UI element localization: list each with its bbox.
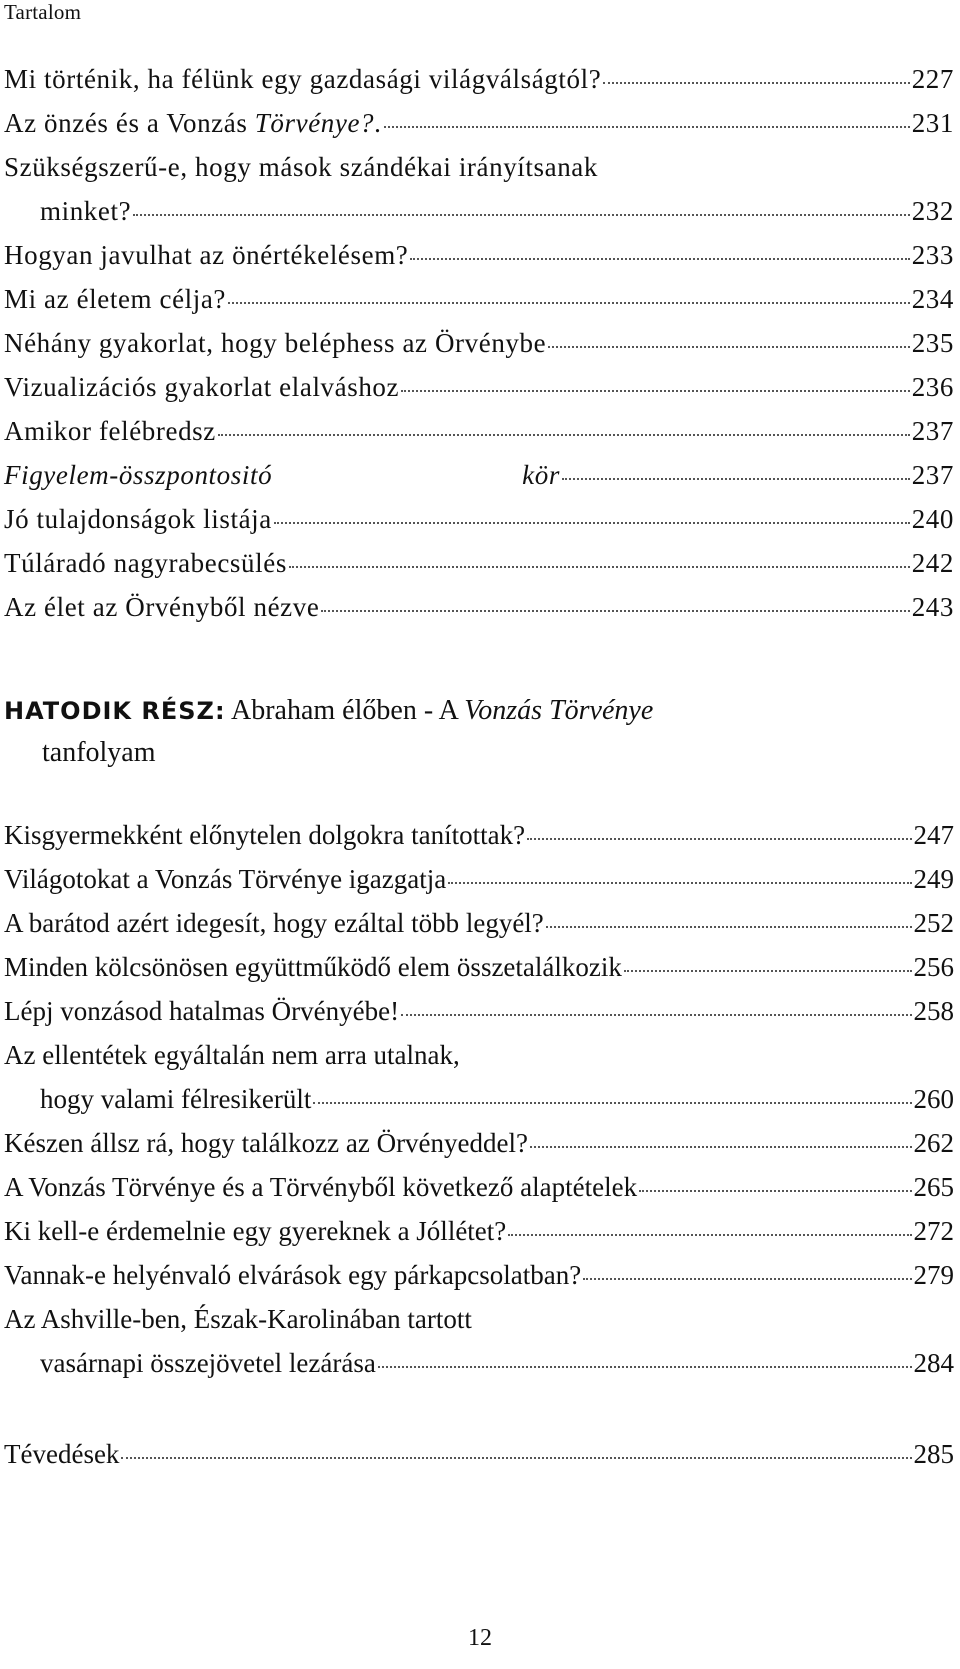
toc-entry-page: 247 bbox=[913, 820, 954, 850]
toc-entry-title: Túláradó nagyrabecsülés bbox=[4, 548, 287, 578]
title-part: . bbox=[374, 108, 382, 138]
toc-entry[interactable] bbox=[4, 106, 954, 140]
toc-entry-page: 240 bbox=[911, 504, 954, 534]
toc-entry[interactable] bbox=[4, 862, 954, 896]
dot-leader bbox=[228, 302, 910, 304]
toc-entry-page: 285 bbox=[913, 1439, 954, 1469]
toc-entry[interactable] bbox=[4, 282, 954, 316]
dot-leader bbox=[527, 838, 911, 840]
toc-entry-title: Az élet az Örvényből nézve bbox=[4, 592, 320, 622]
toc-entry[interactable] bbox=[4, 458, 954, 492]
toc-entry-title: Mi az életem célja? bbox=[4, 284, 227, 314]
dot-leader bbox=[548, 346, 909, 348]
dot-leader bbox=[401, 1014, 911, 1016]
toc-entry-page: 265 bbox=[913, 1172, 954, 1202]
toc-entry-page: 242 bbox=[911, 548, 954, 578]
toc-entry-page: 235 bbox=[911, 328, 954, 358]
toc-entry[interactable] bbox=[4, 1346, 954, 1380]
dot-leader bbox=[583, 1278, 911, 1280]
toc-entry-title: Hogyan javulhat az önértékelésem? bbox=[4, 240, 409, 270]
dot-leader bbox=[378, 1366, 912, 1368]
toc-entry-title: Minden kölcsönösen együttműködő elem összetalálkozik bbox=[4, 952, 622, 982]
dot-leader bbox=[274, 522, 910, 524]
toc-entry-page: 231 bbox=[911, 108, 954, 138]
section-label: HATODIK RÉSZ: bbox=[4, 697, 226, 725]
toc-entry[interactable] bbox=[4, 590, 954, 624]
toc-entry[interactable] bbox=[4, 818, 954, 852]
section-title-continuation: tanfolyam bbox=[42, 737, 156, 768]
toc-entry[interactable] bbox=[4, 1214, 954, 1248]
page-header: Tartalom bbox=[4, 0, 82, 24]
toc-entry[interactable] bbox=[4, 950, 954, 984]
toc-entry[interactable] bbox=[4, 62, 954, 96]
toc-entry-title: Tévedések bbox=[4, 1439, 120, 1469]
toc-entry-page: 249 bbox=[913, 864, 954, 894]
dot-leader bbox=[624, 970, 912, 972]
toc-entry[interactable] bbox=[4, 906, 954, 940]
toc-entry-title bbox=[4, 458, 560, 492]
section-title-italic: Vonzás Törvénye bbox=[464, 695, 654, 726]
toc-entry[interactable] bbox=[4, 1170, 954, 1204]
toc-entry-page: 237 bbox=[911, 416, 954, 446]
dot-leader bbox=[289, 566, 910, 568]
toc-entry-page: 227 bbox=[911, 64, 954, 94]
toc-entry-page: 233 bbox=[911, 240, 954, 270]
toc-entry[interactable] bbox=[4, 1258, 954, 1292]
dot-leader bbox=[508, 1234, 911, 1236]
toc-entry-title: Kisgyermekként előnytelen dolgokra tanítottak? bbox=[4, 820, 526, 850]
toc-entry[interactable] bbox=[4, 194, 954, 228]
dot-leader bbox=[384, 126, 910, 128]
dot-leader bbox=[603, 82, 909, 84]
toc-entry-page: 279 bbox=[913, 1260, 954, 1290]
title-part: kör bbox=[522, 460, 560, 490]
toc-entry-page: 243 bbox=[911, 592, 954, 622]
toc-entry-title: Jó tulajdonságok listája bbox=[4, 504, 272, 534]
toc-entry-title: Világotokat a Vonzás Törvénye igazgatja bbox=[4, 864, 447, 894]
page-number: 12 bbox=[468, 1625, 492, 1651]
toc-entry-title-line1: Az Ashville-ben, Észak-Karolinában tartott bbox=[4, 1304, 472, 1334]
dot-leader bbox=[313, 1102, 911, 1104]
section-title-part: Abraham élőben - A bbox=[225, 695, 465, 726]
toc-entry[interactable] bbox=[4, 238, 954, 272]
toc-entry-title-line1: Szükségszerű-e, hogy mások szándékai irányítsanak bbox=[4, 152, 598, 182]
toc-entry-page: 256 bbox=[913, 952, 954, 982]
toc-entry[interactable] bbox=[4, 370, 954, 404]
dot-leader bbox=[321, 610, 909, 612]
toc-entry-title: A Vonzás Törvénye és a Törvényből következő alaptételek bbox=[4, 1172, 638, 1202]
toc-entry-title: minket? bbox=[40, 196, 132, 226]
title-part: Figyelem-összpontositó bbox=[4, 460, 273, 490]
toc-entry-title: Mi történik, ha félünk egy gazdasági világválságtól? bbox=[4, 64, 602, 94]
title-italic-part: Törvénye? bbox=[254, 108, 375, 138]
dot-leader bbox=[530, 1146, 912, 1148]
toc-entry[interactable] bbox=[4, 1126, 954, 1160]
dot-leader bbox=[410, 258, 909, 260]
toc-entry-title: Amikor felébredsz bbox=[4, 416, 216, 446]
toc-entry[interactable] bbox=[4, 414, 954, 448]
dot-leader bbox=[562, 478, 910, 480]
dot-leader bbox=[133, 214, 910, 216]
dot-leader bbox=[401, 390, 910, 392]
section-heading bbox=[4, 694, 653, 728]
dot-leader bbox=[448, 882, 911, 884]
toc-entry-page: 262 bbox=[913, 1128, 954, 1158]
toc-entry-page: 272 bbox=[913, 1216, 954, 1246]
toc-entry-title: A barátod azért idegesít, hogy ezáltal több legyél? bbox=[4, 908, 544, 938]
toc-entry-title: Ki kell-e érdemelnie egy gyereknek a Jóllétet? bbox=[4, 1216, 507, 1246]
toc-entry-title: Néhány gyakorlat, hogy beléphess az Örvénybe bbox=[4, 328, 547, 358]
toc-entry-page: 260 bbox=[913, 1084, 954, 1114]
toc-entry-page: 237 bbox=[911, 460, 954, 490]
dot-leader bbox=[639, 1190, 911, 1192]
toc-entry-page: 284 bbox=[913, 1348, 954, 1378]
toc-entry-title-line1: Az ellentétek egyáltalán nem arra utalnak, bbox=[4, 1040, 460, 1070]
toc-entry-page: 252 bbox=[913, 908, 954, 938]
toc-entry-title: Lépj vonzásod hatalmas Örvényébe! bbox=[4, 996, 400, 1026]
toc-entry-title: hogy valami félresikerült bbox=[40, 1084, 312, 1114]
toc-entry[interactable] bbox=[4, 1082, 954, 1116]
toc-entry-title bbox=[4, 106, 382, 140]
title-part: Az önzés és a Vonzás bbox=[4, 108, 255, 138]
toc-entry-title: vasárnapi összejövetel lezárása bbox=[40, 1348, 376, 1378]
toc-entry[interactable] bbox=[4, 546, 954, 580]
toc-entry-title: Vizualizációs gyakorlat elalváshoz bbox=[4, 372, 400, 402]
toc-entry[interactable] bbox=[4, 326, 954, 360]
toc-entry-page: 232 bbox=[911, 196, 954, 226]
dot-leader bbox=[218, 434, 910, 436]
toc-entry-errata[interactable] bbox=[4, 1437, 954, 1471]
toc-entry[interactable] bbox=[4, 502, 954, 536]
toc-entry-title: Készen állsz rá, hogy találkozz az Örvényeddel? bbox=[4, 1128, 528, 1158]
toc-entry-title: Vannak-e helyénvaló elvárások egy párkapcsolatban? bbox=[4, 1260, 582, 1290]
toc-entry-page: 234 bbox=[911, 284, 954, 314]
toc-entry[interactable] bbox=[4, 994, 954, 1028]
toc-entry-page: 236 bbox=[911, 372, 954, 402]
toc-entry-page: 258 bbox=[913, 996, 954, 1026]
dot-leader bbox=[121, 1457, 911, 1459]
dot-leader bbox=[546, 926, 912, 928]
